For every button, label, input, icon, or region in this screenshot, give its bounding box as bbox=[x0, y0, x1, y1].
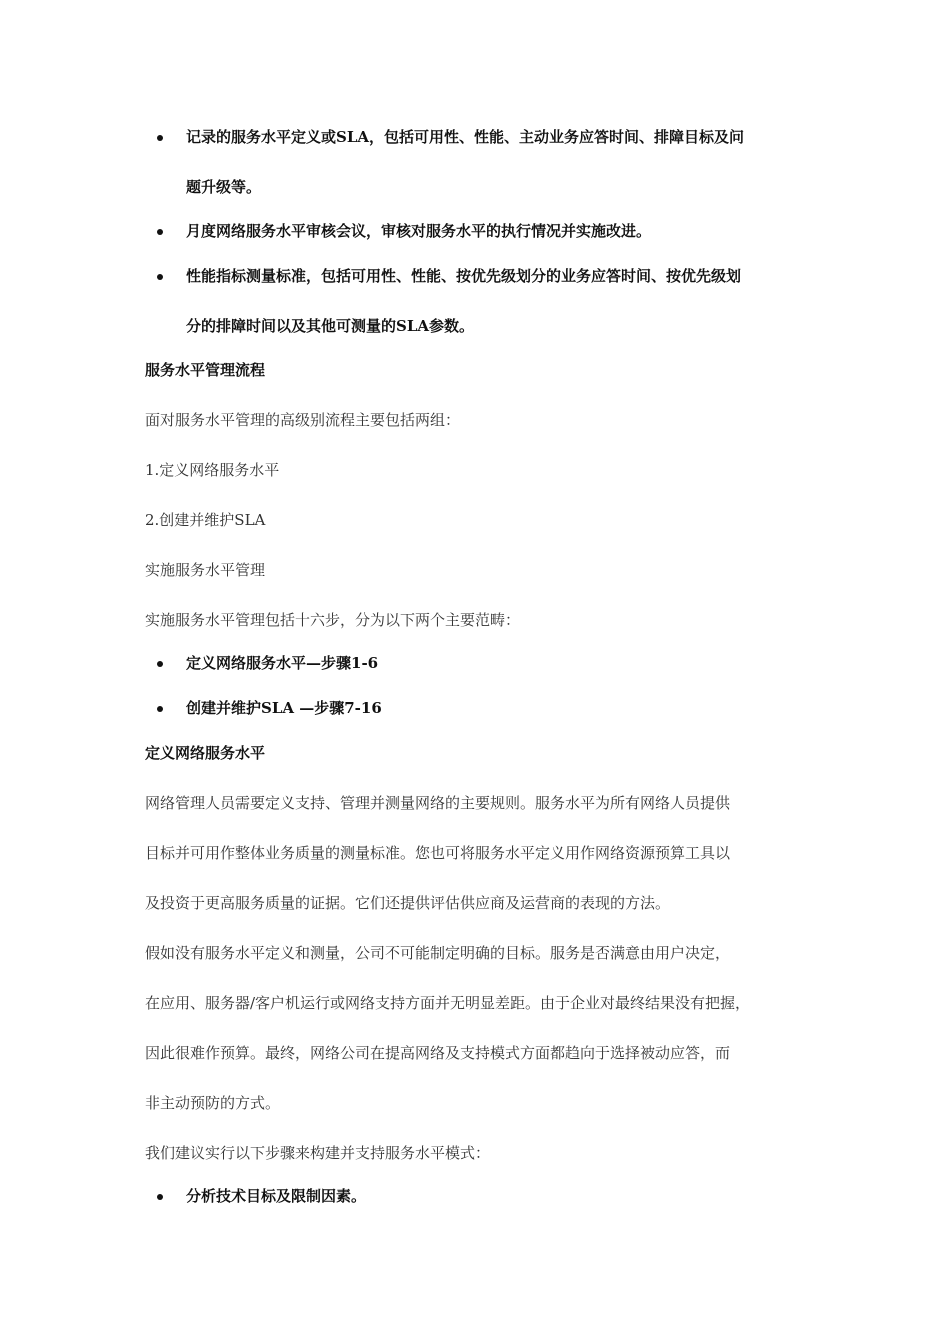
process-intro: 面对服务水平管理的高级别流程主要包括两组： bbox=[145, 411, 461, 429]
process-item: 2.创建并维护SLA bbox=[145, 511, 266, 529]
bullet-text-continuation: 题升级等。 bbox=[186, 178, 262, 196]
paragraph-line: 在应用、服务器/客户机运行或网络支持方面并无明显差距。由于企业对最终结果没有把握， bbox=[145, 994, 751, 1012]
bullet-text-continuation: 分的排障时间以及其他可测量的SLA参数。 bbox=[186, 317, 475, 335]
bullet-text: 创建并维护SLA —步骤7-16 bbox=[186, 699, 382, 717]
bullet-dot bbox=[157, 1194, 163, 1200]
bullet-dot bbox=[157, 229, 163, 235]
bullet-text: 月度网络服务水平审核会议，审核对服务水平的执行情况并实施改进。 bbox=[186, 222, 652, 240]
bullet-dot bbox=[157, 661, 163, 667]
bullet-dot bbox=[157, 274, 163, 280]
paragraph-line: 假如没有服务水平定义和测量，公司不可能制定明确的目标。服务是否满意由用户决定， bbox=[145, 944, 731, 962]
bullet-text: 分析技术目标及限制因素。 bbox=[186, 1187, 367, 1205]
paragraph-line: 非主动预防的方式。 bbox=[145, 1094, 281, 1112]
paragraph-line: 我们建议实行以下步骤来构建并支持服务水平模式： bbox=[145, 1144, 491, 1162]
process-item: 1.定义网络服务水平 bbox=[145, 461, 280, 479]
section-heading-define: 定义网络服务水平 bbox=[145, 744, 266, 762]
paragraph-line: 目标并可用作整体业务质量的测量标准。您也可将服务水平定义用作网络资源预算工具以 bbox=[145, 844, 731, 862]
bullet-dot bbox=[157, 135, 163, 141]
implement-title: 实施服务水平管理 bbox=[145, 561, 266, 579]
bullet-text: 记录的服务水平定义或SLA，包括可用性、性能、主动业务应答时间、排障目标及问 bbox=[186, 128, 745, 146]
bullet-text: 定义网络服务水平—步骤1-6 bbox=[186, 654, 379, 672]
paragraph-line: 及投资于更高服务质量的证据。它们还提供评估供应商及运营商的表现的方法。 bbox=[145, 894, 671, 912]
implement-intro: 实施服务水平管理包括十六步，分为以下两个主要范畴： bbox=[145, 611, 521, 629]
paragraph-line: 因此很难作预算。最终，网络公司在提高网络及支持模式方面都趋向于选择被动应答，而 bbox=[145, 1044, 731, 1062]
bullet-dot bbox=[157, 706, 163, 712]
section-heading-process: 服务水平管理流程 bbox=[145, 361, 266, 379]
paragraph-line: 网络管理人员需要定义支持、管理并测量网络的主要规则。服务水平为所有网络人员提供 bbox=[145, 794, 731, 812]
bullet-text: 性能指标测量标准，包括可用性、性能、按优先级划分的业务应答时间、按优先级划 bbox=[186, 267, 742, 285]
